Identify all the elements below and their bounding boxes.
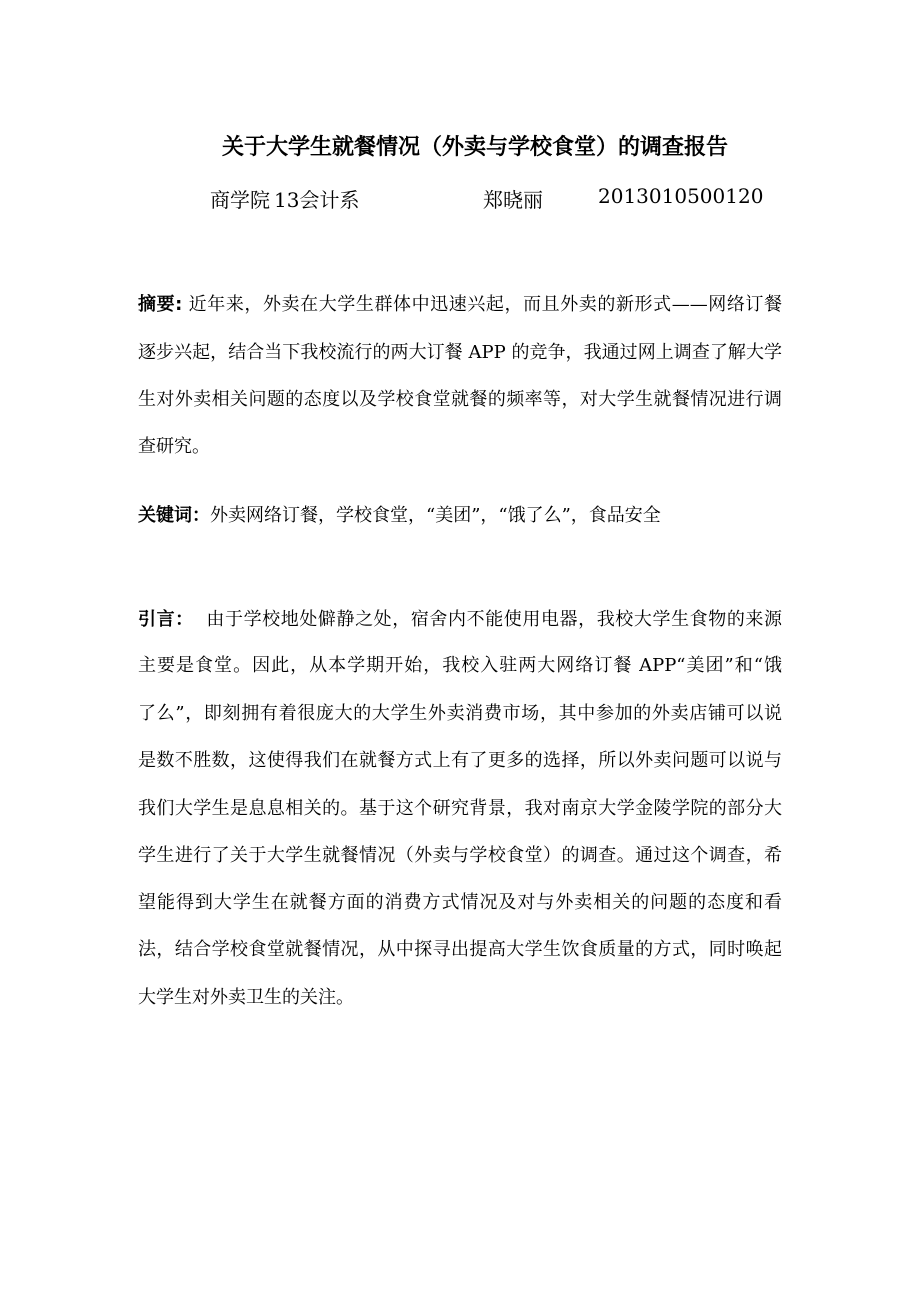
intro-line: 是数不胜数，这使得我们在就餐方式上有了更多的选择，所以外卖问题可以说与 [138,750,782,771]
author-name: 郑晓丽 [483,188,543,212]
intro-line: 法，结合学校食堂就餐情况，从中探寻出提高大学生饮食质量的方式，同时唤起 [138,939,782,960]
intro-line: 大学生对外卖卫生的关注。 [138,987,354,1008]
abstract-label: 摘要: [138,294,183,315]
intro-line: 引言： 由于学校地处僻静之处，宿舍内不能使用电器，我校大学生食物的来源 [138,609,782,630]
keywords-text: 外卖网络订餐，学校食堂，“美团”，“饿了么”，食品安全 [210,505,661,526]
intro-line: 了么”，即刻拥有着很庞大的大学生外卖消费市场，其中参加的外卖店铺可以说 [138,703,782,724]
author-department: 13会计系 [274,188,360,212]
intro-line: 学生进行了关于大学生就餐情况（外卖与学校食堂）的调查。通过这个调查，希 [138,845,782,866]
intro-line: 主要是食堂。因此，从本学期开始，我校入驻两大网络订餐 APP“美团”和“饿 [138,655,782,676]
author-college: 商学院 [210,188,270,212]
abstract-line: 查研究。 [138,436,210,457]
keywords-label: 关键词： [138,505,210,526]
student-id: 2013010500120 [598,184,764,208]
intro-line: 望能得到大学生在就餐方面的消费方式情况及对与外卖相关的问题的态度和看 [138,892,782,913]
abstract-line: 逐步兴起，结合当下我校流行的两大订餐 APP 的竞争，我通过网上调查了解大学 [138,342,782,363]
intro-label: 引言： [138,609,194,630]
keywords-line [138,503,782,529]
report-title: 关于大学生就餐情况（外卖与学校食堂）的调查报告 [221,135,728,160]
abstract-line: 生对外卖相关问题的态度以及学校食堂就餐的频率等，对大学生就餐情况进行调 [138,389,782,410]
abstract-line: 摘要: 近年来，外卖在大学生群体中迅速兴起，而且外卖的新形式——网络订餐 [138,294,782,315]
intro-line: 我们大学生是息息相关的。基于这个研究背景，我对南京大学金陵学院的部分大 [138,798,782,819]
